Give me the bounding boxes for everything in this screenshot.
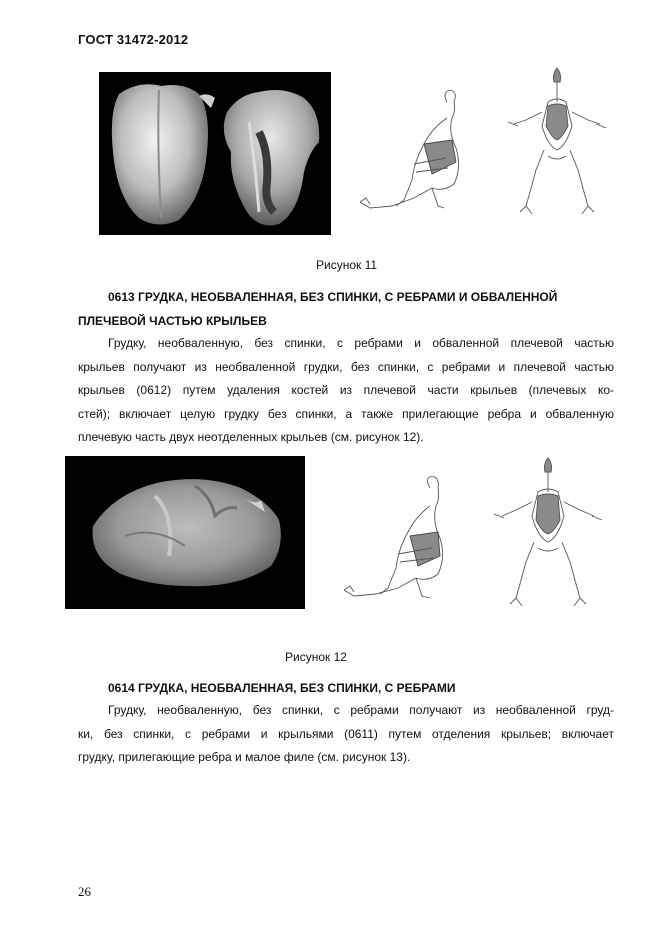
section-0613-heading bbox=[78, 285, 614, 333]
figure-11-diagram-side bbox=[352, 88, 464, 212]
paragraph-line: крыльев получают из необваленной грудки, без спинки, с ребрами и плечевой частью bbox=[78, 359, 614, 374]
figure-12-photo bbox=[65, 456, 305, 609]
figure-12-caption: Рисунок 12 bbox=[285, 650, 347, 664]
paragraph-line: стей); включает целую грудку без спинки, а также прилегающие ребра и обваленную bbox=[78, 406, 614, 421]
paragraph-line: ки, без спинки, с ребрами и крыльями (0611) путем отделения крыльев; включает bbox=[78, 726, 614, 741]
paragraph-line: грудку, прилегающие ребра и малое филе (см. рисунок 13). bbox=[78, 750, 411, 764]
document-header: ГОСТ 31472-2012 bbox=[78, 32, 189, 47]
section-0613-paragraph bbox=[78, 332, 614, 450]
section-0613-heading-line2: ПЛЕЧЕВОЙ ЧАСТЬЮ КРЫЛЬЕВ bbox=[78, 314, 267, 328]
figure-12-diagram-side bbox=[338, 476, 460, 602]
section-0614-heading: 0614 ГРУДКА, НЕОБВАЛЕННАЯ, БЕЗ СПИНКИ, С РЕБРАМИ bbox=[108, 681, 456, 695]
figure-11-caption: Рисунок 11 bbox=[316, 258, 378, 272]
paragraph-line: плечевую часть двух неотделенных крыльев (см. рисунок 12). bbox=[78, 430, 424, 444]
page-number: 26 bbox=[78, 884, 91, 899]
section-0613-heading-line1: 0613 ГРУДКА, НЕОБВАЛЕННАЯ, БЕЗ СПИНКИ, С РЕБРАМИ И ОБВАЛЕННОЙ bbox=[108, 290, 558, 304]
paragraph-line: Грудку, необваленную, без спинки, с ребрами и обваленной плечевой частью bbox=[108, 336, 614, 350]
figure-12-diagram-front bbox=[490, 456, 606, 612]
figure-11-photo bbox=[99, 72, 331, 235]
figure-11-diagram-front bbox=[502, 66, 612, 222]
paragraph-line: Грудку, необваленную, без спинки, с ребрами получают из необваленной груд- bbox=[108, 703, 614, 717]
section-0614-paragraph bbox=[78, 699, 614, 770]
paragraph-line: крыльев (0612) путем удаления костей из плечевой части крыльев (плечевых ко- bbox=[78, 383, 614, 397]
